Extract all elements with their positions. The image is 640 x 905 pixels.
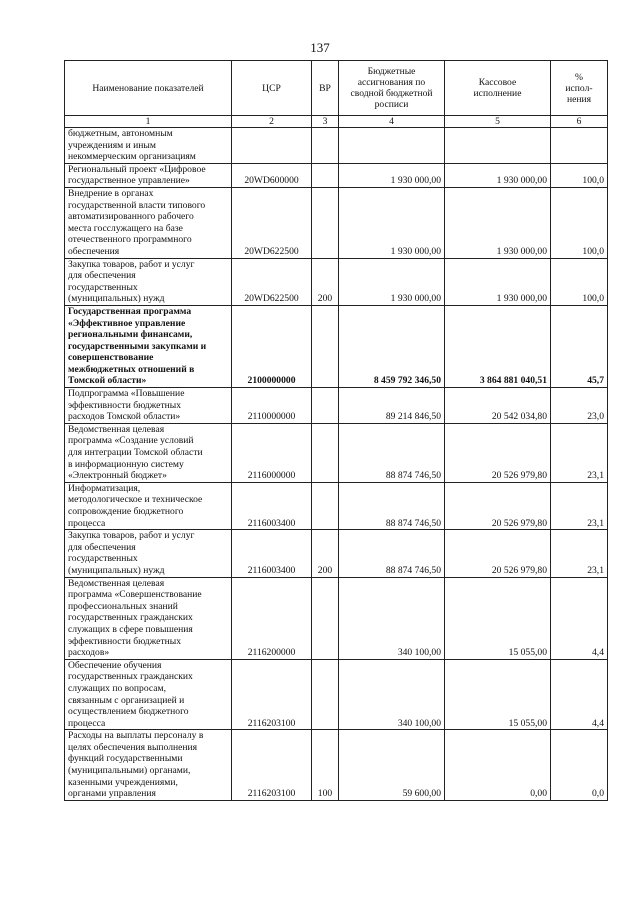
row-name: Расходы на выплаты персоналу в целях обеспечения выполнения функций государственными (муниципальными) органами, казенными учреждениями, органами управления (65, 730, 232, 801)
row-vr (312, 187, 339, 258)
table-row (65, 530, 608, 577)
header-execution: Кассовое исполнение (445, 61, 551, 116)
row-execution: 20 542 034,80 (445, 388, 551, 424)
header-vr: ВР (312, 61, 339, 116)
row-name: бюджетным, автономным учреждениям и иным некоммерческим организациям (65, 128, 232, 164)
row-allocations: 88 874 746,50 (339, 530, 445, 577)
row-csr: 2110000000 (232, 388, 312, 424)
row-vr (312, 659, 339, 730)
row-vr: 200 (312, 530, 339, 577)
row-csr: 20WD600000 (232, 163, 312, 187)
row-csr (232, 128, 312, 164)
row-csr: 2116203100 (232, 730, 312, 801)
row-execution: 20 526 979,80 (445, 530, 551, 577)
table-row (65, 128, 608, 164)
row-percent: 100,0 (551, 163, 608, 187)
row-allocations: 8 459 792 346,50 (339, 305, 445, 387)
row-vr (312, 423, 339, 482)
row-csr: 2116003400 (232, 530, 312, 577)
budget-table (64, 60, 608, 801)
row-execution: 1 930 000,00 (445, 258, 551, 305)
row-allocations: 1 930 000,00 (339, 258, 445, 305)
row-vr (312, 128, 339, 164)
row-csr: 20WD622500 (232, 258, 312, 305)
table-body (65, 128, 608, 801)
row-vr (312, 482, 339, 529)
page-number: 137 (310, 40, 330, 55)
header-name: Наименование показателей (65, 61, 232, 116)
table-row (65, 305, 608, 387)
row-name: Ведомственная целевая программа «Совершенствование профессиональных знаний государственных гражданских служащих в сфере повышения эффективности бюджетных расходов» (65, 577, 232, 659)
header-row (65, 61, 608, 116)
table-row (65, 388, 608, 424)
row-execution: 20 526 979,80 (445, 482, 551, 529)
row-allocations: 1 930 000,00 (339, 187, 445, 258)
row-percent: 100,0 (551, 258, 608, 305)
row-vr (312, 577, 339, 659)
table-row (65, 258, 608, 305)
row-allocations: 89 214 846,50 (339, 388, 445, 424)
column-number: 1 (65, 116, 232, 128)
table-row (65, 659, 608, 730)
row-csr: 2116003400 (232, 482, 312, 529)
row-percent: 23,1 (551, 482, 608, 529)
row-percent: 0,0 (551, 730, 608, 801)
row-name: Закупка товаров, работ и услуг для обеспечения государственных (муниципальных) нужд (65, 258, 232, 305)
row-vr (312, 163, 339, 187)
row-percent: 23,1 (551, 423, 608, 482)
row-percent: 100,0 (551, 187, 608, 258)
row-csr: 2116000000 (232, 423, 312, 482)
column-number: 4 (339, 116, 445, 128)
row-execution: 1 930 000,00 (445, 187, 551, 258)
header-allocations: Бюджетные ассигнования по сводной бюджетной росписи (339, 61, 445, 116)
row-percent: 45,7 (551, 305, 608, 387)
table-row (65, 163, 608, 187)
row-percent: 4,4 (551, 577, 608, 659)
row-vr (312, 305, 339, 387)
row-allocations: 340 100,00 (339, 659, 445, 730)
row-name: Ведомственная целевая программа «Создание условий для интеграции Томской области в информационную систему «Электронный бюджет» (65, 423, 232, 482)
table-row (65, 423, 608, 482)
column-number: 5 (445, 116, 551, 128)
row-allocations: 59 600,00 (339, 730, 445, 801)
row-vr: 100 (312, 730, 339, 801)
header-percent: % испол- нения (551, 61, 608, 116)
row-csr: 2116200000 (232, 577, 312, 659)
row-name: Региональный проект «Цифровое государственное управление» (65, 163, 232, 187)
row-csr: 2100000000 (232, 305, 312, 387)
row-percent: 23,1 (551, 530, 608, 577)
column-number: 6 (551, 116, 608, 128)
row-execution: 1 930 000,00 (445, 163, 551, 187)
row-csr: 20WD622500 (232, 187, 312, 258)
row-name: Информатизация, методологическое и техническое сопровождение бюджетного процесса (65, 482, 232, 529)
header-csr: ЦСР (232, 61, 312, 116)
row-csr: 2116203100 (232, 659, 312, 730)
row-execution: 20 526 979,80 (445, 423, 551, 482)
table-row (65, 730, 608, 801)
row-execution: 0,00 (445, 730, 551, 801)
row-allocations: 340 100,00 (339, 577, 445, 659)
row-percent (551, 128, 608, 164)
row-execution: 15 055,00 (445, 577, 551, 659)
row-name: Внедрение в органах государственной власти типового автоматизированного рабочего места госслужащего на базе отечественного программного обеспечения (65, 187, 232, 258)
row-allocations (339, 128, 445, 164)
table-row (65, 577, 608, 659)
row-percent: 4,4 (551, 659, 608, 730)
column-number: 3 (312, 116, 339, 128)
row-vr (312, 388, 339, 424)
table-row (65, 482, 608, 529)
row-name: Закупка товаров, работ и услуг для обеспечения государственных (муниципальных) нужд (65, 530, 232, 577)
row-allocations: 88 874 746,50 (339, 482, 445, 529)
row-percent: 23,0 (551, 388, 608, 424)
table-row (65, 187, 608, 258)
row-execution: 3 864 881 040,51 (445, 305, 551, 387)
row-allocations: 88 874 746,50 (339, 423, 445, 482)
row-name: Государственная программа «Эффективное управление региональными финансами, государственными закупками и совершенствование межбюджетных отношений в Томской области» (65, 305, 232, 387)
column-number: 2 (232, 116, 312, 128)
row-execution: 15 055,00 (445, 659, 551, 730)
column-number-row (65, 116, 608, 128)
row-name: Обеспечение обучения государственных гражданских служащих по вопросам, связанным с организацией и осуществлением бюджетного процесса (65, 659, 232, 730)
row-execution (445, 128, 551, 164)
row-vr: 200 (312, 258, 339, 305)
row-name: Подпрограмма «Повышение эффективности бюджетных расходов Томской области» (65, 388, 232, 424)
row-allocations: 1 930 000,00 (339, 163, 445, 187)
